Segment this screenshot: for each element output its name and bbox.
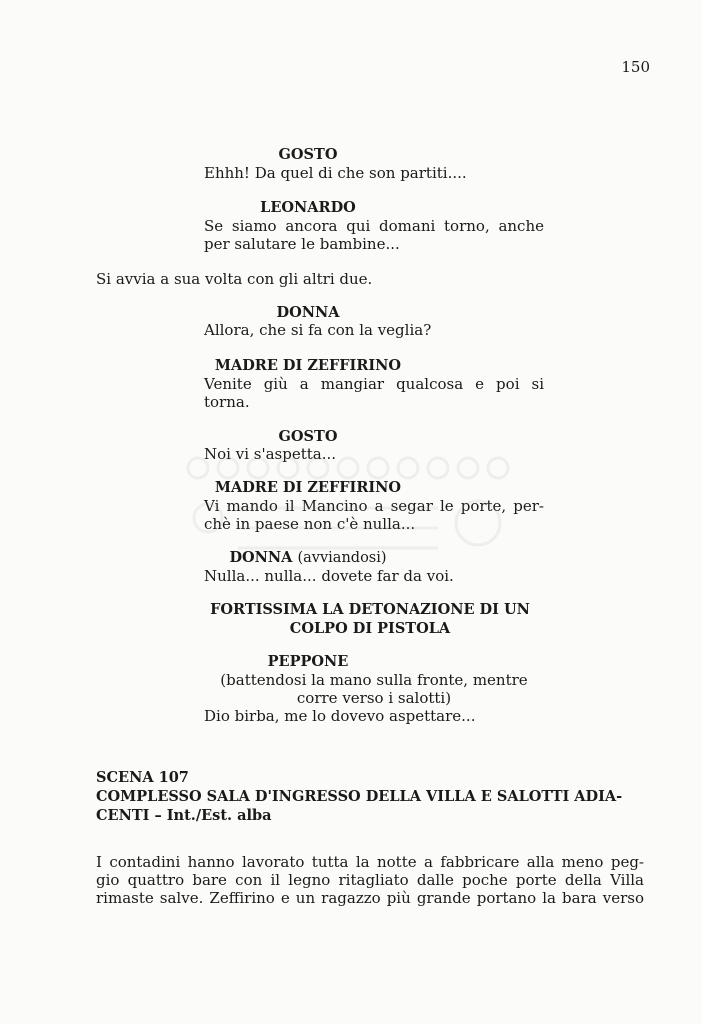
speaker-name: GOSTO	[278, 428, 338, 445]
dialogue-line: chè in paese non c'è nulla...	[204, 515, 416, 533]
speaker-name: DONNA	[276, 304, 340, 321]
speaker-name: DONNA	[229, 549, 293, 566]
scene-direction: FORTISSIMA LA DETONAZIONE DI UN	[210, 601, 530, 618]
speaker-name: MADRE DI ZEFFIRINO	[214, 357, 402, 374]
scene-title-line: CENTI – Int./Est. alba	[96, 807, 272, 824]
speaker-name: MADRE DI ZEFFIRINO	[214, 479, 402, 496]
dialogue-line: Ehhh! Da quel di che son partiti....	[204, 164, 467, 182]
dialogue-line: Noi vi s'aspetta...	[204, 445, 337, 463]
speaker-name: LEONARDO	[260, 199, 356, 216]
speaker-name: GOSTO	[278, 146, 338, 163]
dialogue-line: Allora, che si fa con la veglia?	[204, 321, 432, 339]
speaker-heading	[0, 549, 616, 566]
scene-title-line: COMPLESSO SALA D'INGRESSO DELLA VILLA E SALOTTI ADIA-	[96, 788, 623, 805]
paragraph-line: I contadini hanno lavorato tutta la notte a fabbricare alla meno peg-	[96, 853, 644, 871]
scene-direction: COLPO DI PISTOLA	[289, 620, 451, 637]
dialogue-line: per salutare le bambine...	[204, 235, 400, 253]
parenthetical: (battendosi la mano sulla fronte, mentre	[220, 671, 528, 689]
paragraph-line: rimaste salve. Zeffirino e un ragazzo più grande portano la bara verso	[96, 889, 644, 907]
dialogue-line: Se siamo ancora qui domani torno, anche	[204, 217, 544, 235]
scene-number: SCENA 107	[96, 769, 189, 786]
action-line: Si avvia a sua volta con gli altri due.	[96, 270, 373, 288]
dialogue-line: Vi mando il Mancino a segar le porte, per-	[204, 497, 544, 515]
dialogue-line: torna.	[204, 393, 250, 411]
parenthetical: (avviandosi)	[297, 550, 387, 566]
speaker-name: PEPPONE	[267, 653, 349, 670]
dialogue-line: Venite giù a mangiar qualcosa e poi si	[204, 375, 544, 393]
parenthetical: corre verso i salotti)	[296, 689, 452, 707]
page-number: 150	[621, 58, 650, 76]
paragraph-line: gio quattro bare con il legno ritagliato dalle poche porte della Villa	[96, 871, 644, 889]
dialogue-line: Dio birba, me lo dovevo aspettare...	[204, 707, 476, 725]
dialogue-line: Nulla... nulla... dovete far da voi.	[204, 567, 454, 585]
